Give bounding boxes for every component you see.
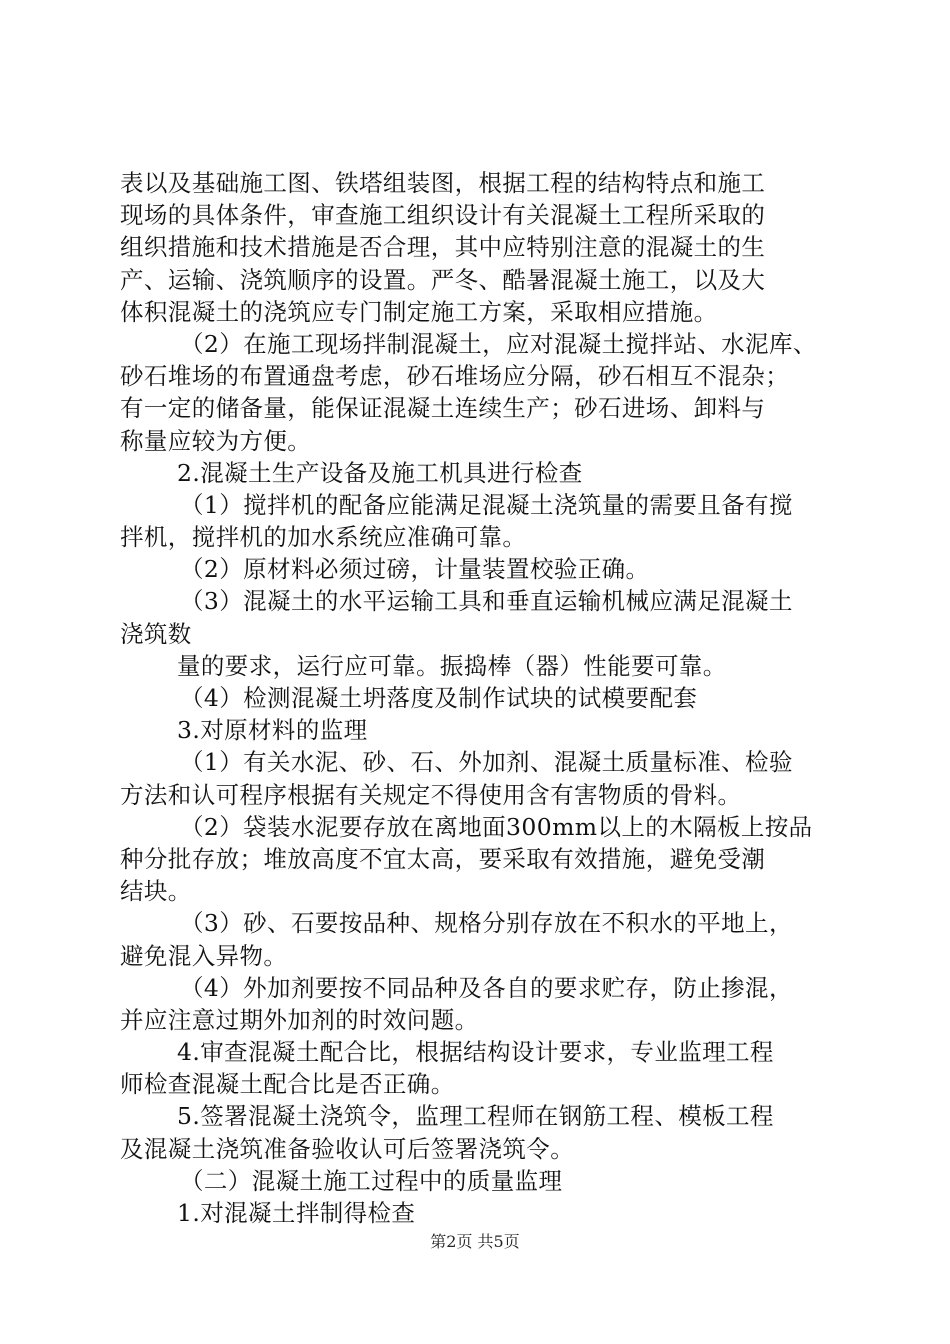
text-line: （4）检测混凝土坍落度及制作试块的试模要配套 bbox=[180, 684, 698, 712]
text-line: 师检查混凝土配合比是否正确。 bbox=[120, 1070, 455, 1099]
text-line: （4）外加剂要按不同品种及各自的要求贮存，防止掺混， bbox=[180, 973, 793, 1002]
text-line: （2）原材料必须过磅，计量装置校验正确。 bbox=[180, 555, 650, 584]
text-line: 种分批存放；堆放高度不宜太高，要采取有效措施，避免受潮 bbox=[120, 844, 766, 873]
text-line: 量的要求，运行应可靠。振捣棒（器）性能要可靠。 bbox=[177, 651, 727, 680]
section-heading: （二）混凝土施工过程中的质量监理 bbox=[180, 1166, 563, 1195]
section-heading: 1.对混凝土拌制得检查 bbox=[177, 1199, 416, 1227]
text-line: 有一定的储备量，能保证混凝土连续生产；砂石进场、卸料与 bbox=[120, 394, 766, 423]
section-heading: 5.签署混凝土浇筑令，监理工程师在钢筋工程、模板工程 bbox=[177, 1102, 774, 1131]
text-line: （1）有关水泥、砂、石、外加剂、混凝土质量标准、检验 bbox=[180, 748, 793, 777]
document-body bbox=[120, 167, 836, 1229]
page-number-footer: 第2页 共5页 bbox=[430, 1232, 520, 1251]
text-line: 产、运输、浇筑顺序的设置。严冬、酷暑混凝土施工，以及大 bbox=[120, 265, 766, 294]
text-line: 表以及基础施工图、铁塔组装图，根据工程的结构特点和施工 bbox=[120, 169, 766, 197]
text-line: 方法和认可程序根据有关规定不得使用含有害物质的骨料。 bbox=[120, 780, 742, 809]
section-heading: 3.对原材料的监理 bbox=[177, 716, 368, 745]
text-line: 及混凝土浇筑准备验收认可后签署浇筑令。 bbox=[120, 1134, 575, 1163]
text-line: （2）袋装水泥要存放在离地面300mm以上的木隔板上按品 bbox=[180, 812, 813, 841]
text-line: 组织措施和技术措施是否合理，其中应特别注意的混凝土的生 bbox=[120, 233, 766, 262]
text-line: 砂石堆场的布置通盘考虑，砂石堆场应分隔，砂石相互不混杂； bbox=[120, 362, 790, 391]
text-line: 体积混凝土的浇筑应专门制定施工方案，采取相应措施。 bbox=[120, 297, 718, 326]
text-line: （2）在施工现场拌制混凝土，应对混凝土搅拌站、水泥库、 bbox=[180, 329, 817, 358]
text-line: （3）混凝土的水平运输工具和垂直运输机械应满足混凝土 bbox=[180, 587, 793, 616]
text-line: 结块。 bbox=[120, 877, 192, 906]
text-line: 拌机，搅拌机的加水系统应准确可靠。 bbox=[120, 523, 527, 552]
text-line: 并应注意过期外加剂的时效问题。 bbox=[120, 1005, 479, 1034]
section-heading: 4.审查混凝土配合比，根据结构设计要求，专业监理工程 bbox=[177, 1038, 774, 1067]
text-line: 浇筑数 bbox=[120, 619, 192, 648]
text-line: 现场的具体条件，审查施工组织设计有关混凝土工程所采取的 bbox=[120, 201, 766, 230]
section-heading: 2.混凝土生产设备及施工机具进行检查 bbox=[177, 458, 583, 487]
text-line: 称量应较为方便。 bbox=[120, 426, 312, 455]
text-line: （3）砂、石要按品种、规格分别存放在不积水的平地上， bbox=[180, 909, 793, 938]
text-line: 避免混入异物。 bbox=[120, 941, 288, 970]
text-line: （1）搅拌机的配备应能满足混凝土浇筑量的需要且备有搅 bbox=[180, 490, 793, 519]
